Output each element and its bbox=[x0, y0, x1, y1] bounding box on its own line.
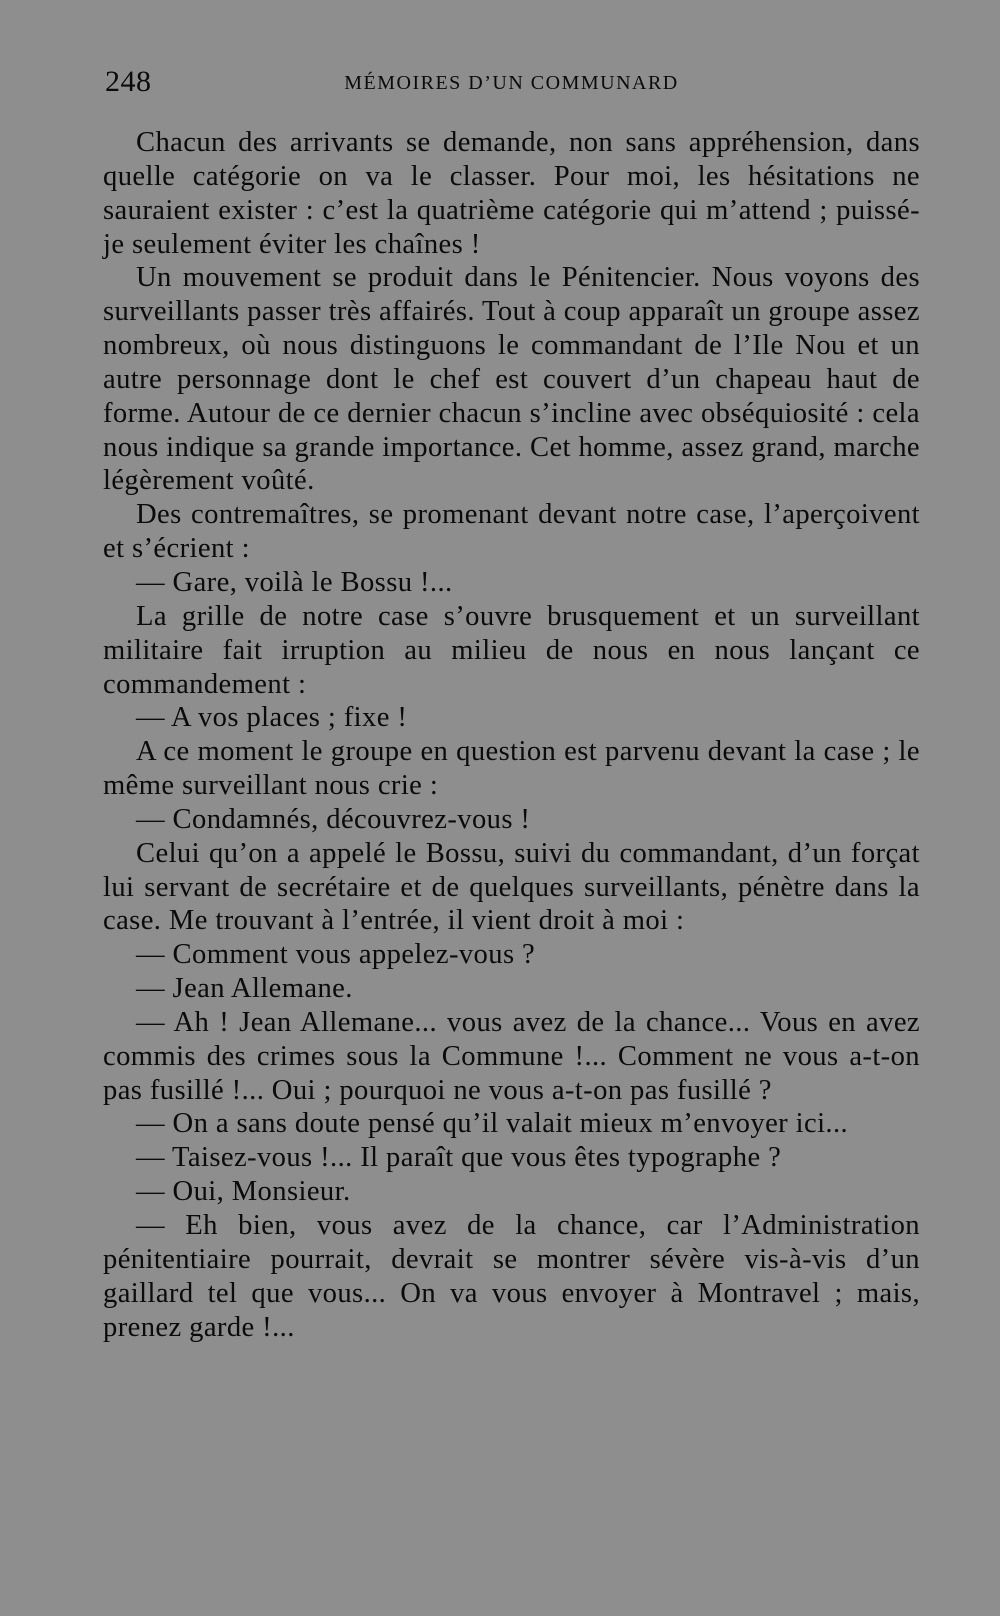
dialogue-line-2: — A vos places ; fixe ! bbox=[136, 702, 408, 734]
page-header bbox=[103, 62, 920, 106]
dialogue-line-4: — Comment vous appelez-vous ? bbox=[136, 939, 536, 971]
paragraph-6: Celui qu’on a appelé le Bossu, suivi du commandant, d’un forçat lui servant de secrétaire et de quelques surveillants, pénètre dans la case. Me trouvant à l’entrée, il vient droit à moi : bbox=[103, 837, 920, 937]
dialogue-line-6: — Ah ! Jean Allemane... vous avez de la chance... Vous en avez commis des crimes sous la Commune !... Comment ne vous a-t-on pas fusillé !... Oui ; pourquoi ne vous a-t-on pas fusillé ? bbox=[103, 1006, 920, 1106]
dialogue-line-9: — Oui, Monsieur. bbox=[136, 1176, 351, 1208]
dialogue-line-5: — Jean Allemane. bbox=[136, 973, 353, 1005]
dialogue-line-3: — Condamnés, découvrez-vous ! bbox=[136, 803, 531, 835]
running-head: MÉMOIRES D’UN COMMUNARD bbox=[344, 72, 679, 94]
paragraph-4: La grille de notre case s’ouvre brusquement et un surveillant militaire fait irruption au milieu de nous en nous lançant ce commandement : bbox=[103, 600, 920, 700]
paragraph-5: A ce moment le groupe en question est parvenu devant la case ; le même surveillant nous crie : bbox=[103, 736, 920, 802]
book-page bbox=[103, 62, 920, 1582]
dialogue-line-10: — Eh bien, vous avez de la chance, car l’Administration pénitentiaire pourrait, devrait se montrer sévère vis-à-vis d’un gaillard tel que vous... On va vous envoyer à Montravel ; mais, prenez garde !... bbox=[103, 1210, 920, 1343]
paragraph-1: Chacun des arrivants se demande, non sans appréhension, dans quelle catégorie on va le classer. Pour moi, les hésitations ne sauraient exister : c’est la quatrième catégorie qui m’attend ; puissé-je seulement éviter les chaînes ! bbox=[103, 127, 920, 260]
paragraph-3: Des contremaîtres, se promenant devant notre case, l’aperçoivent et s’écrient : bbox=[103, 499, 920, 565]
dialogue-line-7: — On a sans doute pensé qu’il valait mieux m’envoyer ici... bbox=[136, 1108, 849, 1140]
page-body bbox=[103, 126, 920, 1344]
dialogue-line-1: — Gare, voilà le Bossu !... bbox=[136, 566, 453, 598]
paragraph-2: Un mouvement se produit dans le Pénitencier. Nous voyons des surveillants passer très affairés. Tout à coup apparaît un groupe assez nombreux, où nous distinguons le commandant de l’Ile Nou et un autre personnage dont le chef est couvert d’un chapeau haut de forme. Autour de ce dernier chacun s’incline avec obséquiosité : cela nous indique sa grande importance. Cet homme, assez grand, marche légèrement voûté. bbox=[103, 262, 920, 497]
dialogue-line-8: — Taisez-vous !... Il paraît que vous êtes typographe ? bbox=[136, 1142, 782, 1174]
page-number: 248 bbox=[105, 65, 152, 98]
